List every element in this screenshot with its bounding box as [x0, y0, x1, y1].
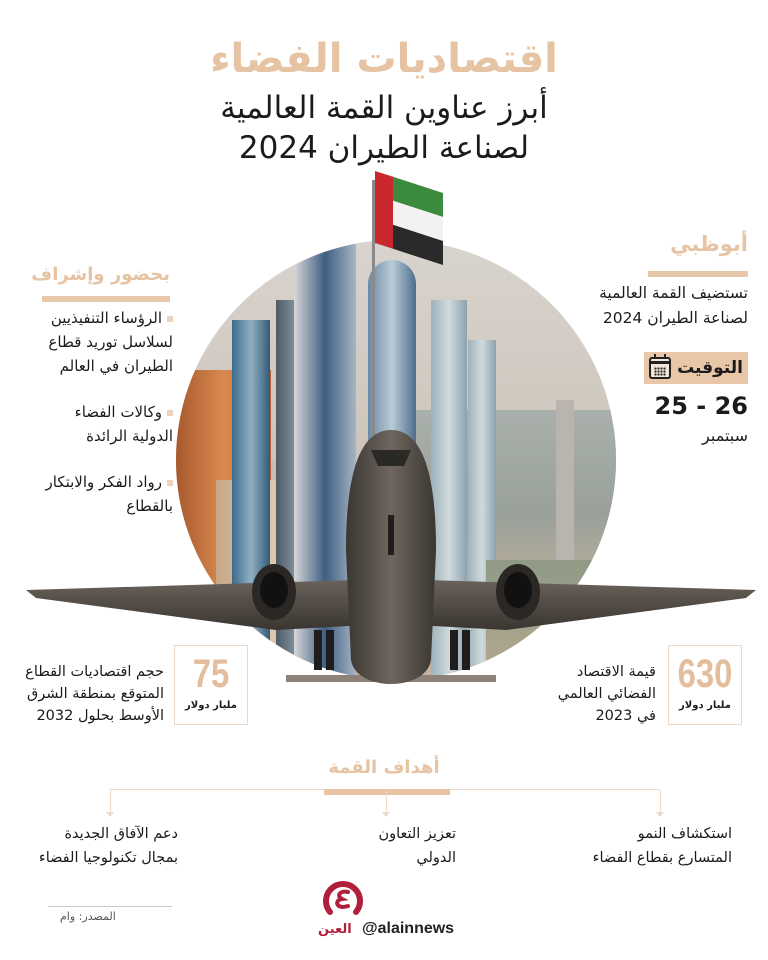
stat-unit: مليار دولار [185, 700, 237, 711]
attendance-item-text: الدولية الرائدة [86, 427, 173, 445]
subtitle-line-2: لصناعة الطيران 2024 [238, 130, 530, 166]
arrow-down-icon [106, 812, 114, 817]
attendance-item-text: رواد الفكر والابتكار [45, 473, 162, 491]
goal-line: الدولي [416, 850, 456, 866]
date-range: 25 - 26 [654, 392, 748, 420]
stat-description [558, 661, 656, 727]
stat-box-630 [668, 645, 742, 725]
subtitle-line-1: أبرز عناوين القمة العالمية [220, 90, 548, 126]
social-handle[interactable]: @alainnews [362, 920, 455, 937]
attendance-list [20, 306, 175, 540]
source-divider [48, 906, 172, 907]
calendar-icon [649, 357, 671, 379]
stat-line: المتوقع بمنطقة الشرق [27, 686, 164, 702]
stat-box-75 [174, 645, 248, 725]
location-underline [648, 271, 748, 277]
attendance-item [20, 470, 175, 518]
arrow-down-icon [656, 812, 664, 817]
goals-bar [324, 789, 450, 795]
stat-value: 75 [192, 652, 230, 696]
goal-item [378, 822, 456, 870]
attendance-item [20, 400, 175, 448]
goals-title: أهداف القمة [328, 757, 440, 778]
goals-connector [386, 790, 387, 814]
stat-value: 630 [677, 652, 733, 696]
goals-connector [110, 790, 111, 814]
stat-line: في 2023 [595, 708, 656, 724]
location-title: أبوظبي [670, 232, 748, 256]
goal-line: تعزيز التعاون [378, 826, 456, 842]
location-description [518, 281, 748, 331]
stat-line: حجم اقتصاديات القطاع [25, 664, 164, 680]
attendance-item-text: وكالات الفضاء [74, 403, 162, 421]
goal-line: استكشاف النمو [637, 826, 732, 842]
page-title: اقتصاديات الفضاء [210, 36, 558, 82]
stat-line: الأوسط بحلول 2032 [36, 708, 164, 724]
bullet-icon [167, 316, 173, 322]
goal-item [593, 822, 732, 870]
attendance-item-text: الطيران في العالم [59, 357, 173, 375]
attendance-item-text: لسلاسل توريد قطاع [48, 333, 173, 351]
location-line-2: لصناعة الطيران 2024 [602, 309, 748, 327]
stat-description [25, 661, 164, 727]
bullet-icon [167, 410, 173, 416]
attendance-item [20, 306, 175, 378]
attendance-item-text: الرؤساء التنفيذيين [50, 309, 162, 327]
location-line-1: تستضيف القمة العالمية [599, 284, 748, 302]
goal-line: بمجال تكنولوجيا الفضاء [38, 850, 178, 866]
goals-connector [660, 790, 661, 814]
stat-line: الفضائي العالمي [557, 686, 656, 702]
attendance-title: بحضور وإشراف [31, 264, 170, 285]
date-month: سبتمبر [702, 426, 748, 445]
alain-logo-icon [320, 878, 366, 920]
page-subtitle [0, 88, 768, 168]
attendance-underline [42, 296, 170, 302]
timing-badge [644, 352, 748, 384]
arrow-down-icon [382, 812, 390, 817]
attendance-item-text: بالقطاع [126, 497, 173, 515]
goal-line: المتسارع بقطاع الفضاء [592, 850, 732, 866]
source-text: المصدر: وام [60, 910, 116, 923]
goal-item [39, 822, 178, 870]
brand-name-arabic: العين [318, 922, 352, 937]
timing-label: التوقيت [677, 358, 743, 378]
bullet-icon [167, 480, 173, 486]
stat-line: قيمة الاقتصاد [576, 664, 656, 680]
goal-line: دعم الآفاق الجديدة [64, 826, 178, 842]
stat-unit: مليار دولار [679, 700, 731, 711]
